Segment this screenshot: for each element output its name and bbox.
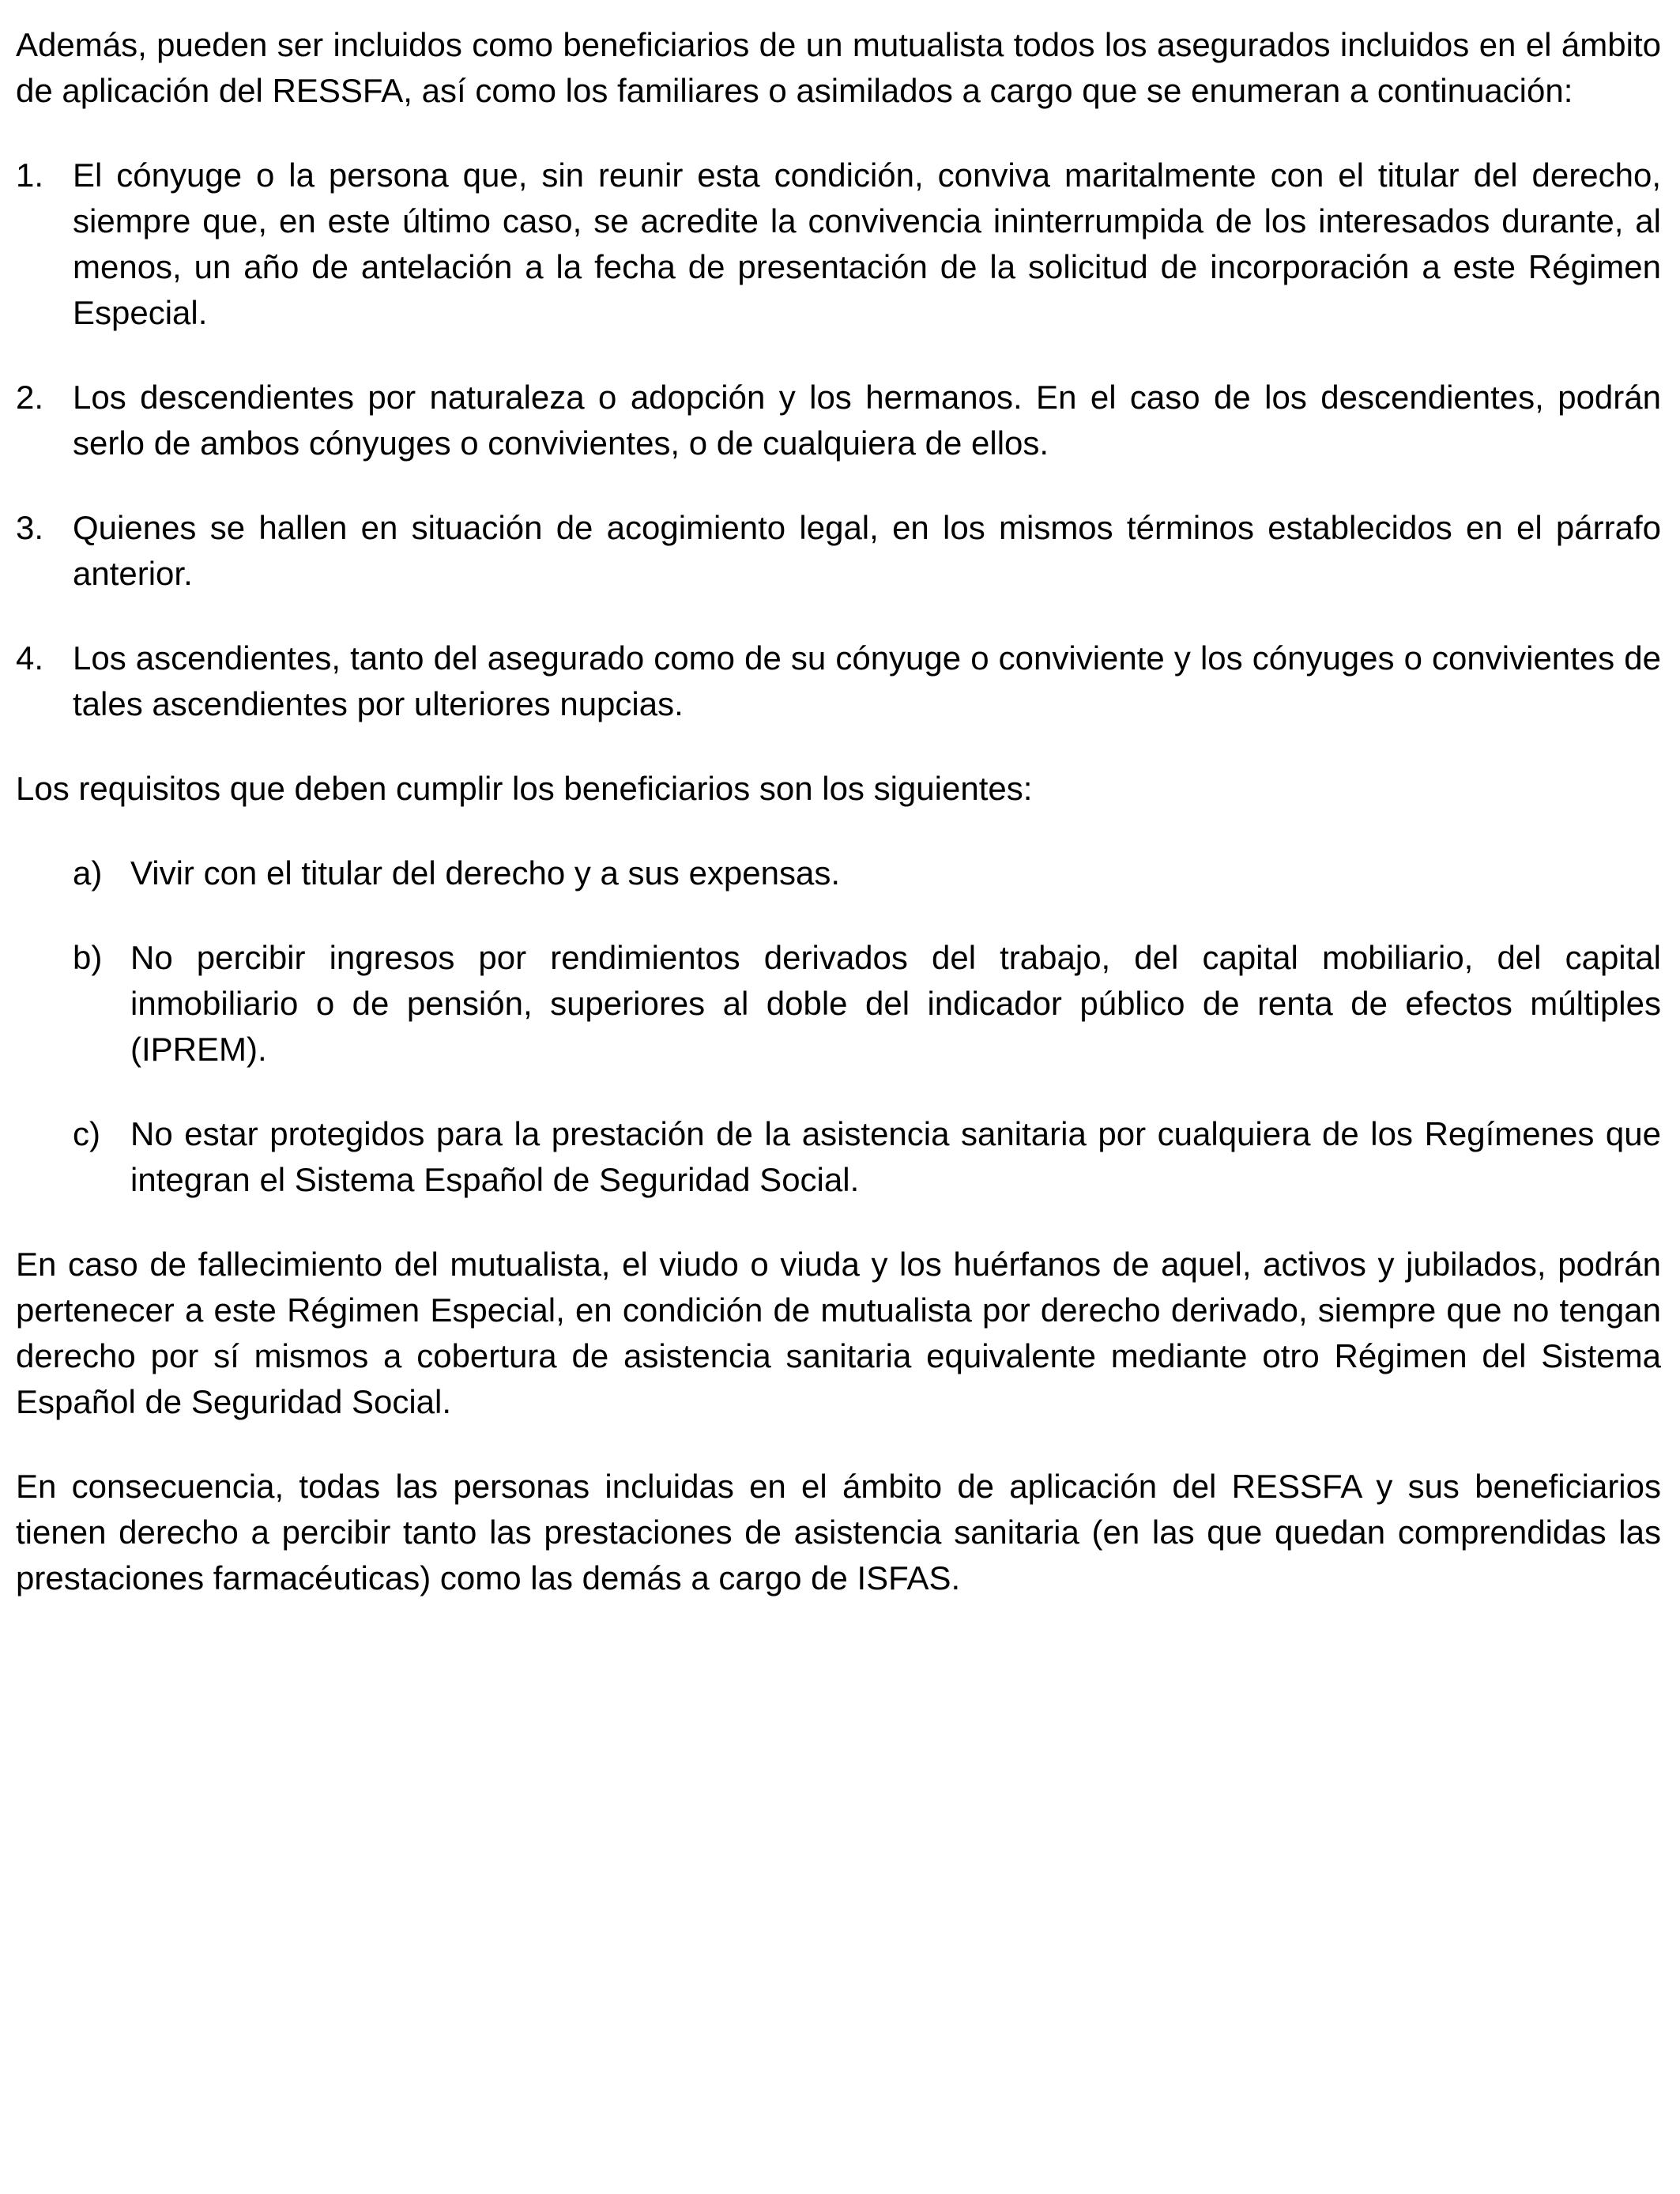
list-marker: b): [73, 939, 103, 976]
list-marker: 1.: [16, 156, 44, 194]
beneficiaries-list: [16, 153, 1661, 727]
list-item-text: No estar protegidos para la prestación de la asistencia sanitaria por cualquiera de los Regímenes que integran el Sistema Español de Seguridad Social.: [130, 1115, 1661, 1198]
list-item-text: Los ascendientes, tanto del asegurado como de su cónyuge o conviviente y los cónyuges o convivientes de tales ascendientes por ulteriores nupcias.: [73, 639, 1661, 722]
list-item-text: No percibir ingresos por rendimientos derivados del trabajo, del capital mobiliario, del capital inmobiliario o de pensión, superiores al doble del indicador público de renta de efectos múltiples (IPREM).: [130, 939, 1661, 1068]
list-marker: 4.: [16, 639, 44, 677]
list-marker: a): [73, 854, 103, 892]
list-item: [16, 635, 1661, 727]
list-item-text: Quienes se hallen en situación de acogimiento legal, en los mismos términos establecidos en el párrafo anterior.: [73, 509, 1661, 592]
list-item: [16, 505, 1661, 597]
list-marker: 3.: [16, 509, 44, 546]
list-marker: c): [73, 1115, 100, 1152]
list-item: [16, 935, 1661, 1072]
list-item-text: Vivir con el titular del derecho y a sus expensas.: [130, 854, 841, 892]
list-item: [16, 153, 1661, 336]
list-marker: 2.: [16, 379, 44, 416]
list-item: [16, 375, 1661, 466]
requirements-intro: Los requisitos que deben cumplir los beneficiarios son los siguientes:: [16, 770, 1033, 807]
list-item: [16, 1111, 1661, 1203]
death-paragraph: En caso de fallecimiento del mutualista, el viudo o viuda y los huérfanos de aquel, activos y jubilados, podrán pertenecer a este Régimen Especial, en condición de mutualista por derecho derivado, siempre que no tengan derecho por sí mismos a cobertura de asistencia sanitaria equivalente mediante otro Régimen del Sistema Español de Seguridad Social.: [16, 1246, 1661, 1420]
list-item: [16, 850, 1661, 896]
conclusion-paragraph: En consecuencia, todas las personas incluidas en el ámbito de aplicación del RESSFA y sus beneficiarios tienen derecho a percibir tanto las prestaciones de asistencia sanitaria (en las que quedan comprendidas las prestaciones farmacéuticas) como las demás a cargo de ISFAS.: [16, 1468, 1661, 1596]
document-page: [16, 22, 1661, 1640]
list-item-text: Los descendientes por naturaleza o adopción y los hermanos. En el caso de los descendientes, podrán serlo de ambos cónyuges o convivientes, o de cualquiera de ellos.: [73, 379, 1661, 462]
list-item-text: El cónyuge o la persona que, sin reunir esta condición, conviva maritalmente con el titular del derecho, siempre que, en este último caso, se acredite la convivencia ininterrumpida de los interesados durante, al menos, un año de antelación a la fecha de presentación de la solicitud de incorporación a este Régimen Especial.: [73, 156, 1661, 331]
requirements-list: [16, 850, 1661, 1203]
intro-paragraph: Además, pueden ser incluidos como beneficiarios de un mutualista todos los asegurados incluidos en el ámbito de aplicación del RESSFA, así como los familiares o asimilados a cargo que se enumeran a continuación:: [16, 26, 1661, 109]
